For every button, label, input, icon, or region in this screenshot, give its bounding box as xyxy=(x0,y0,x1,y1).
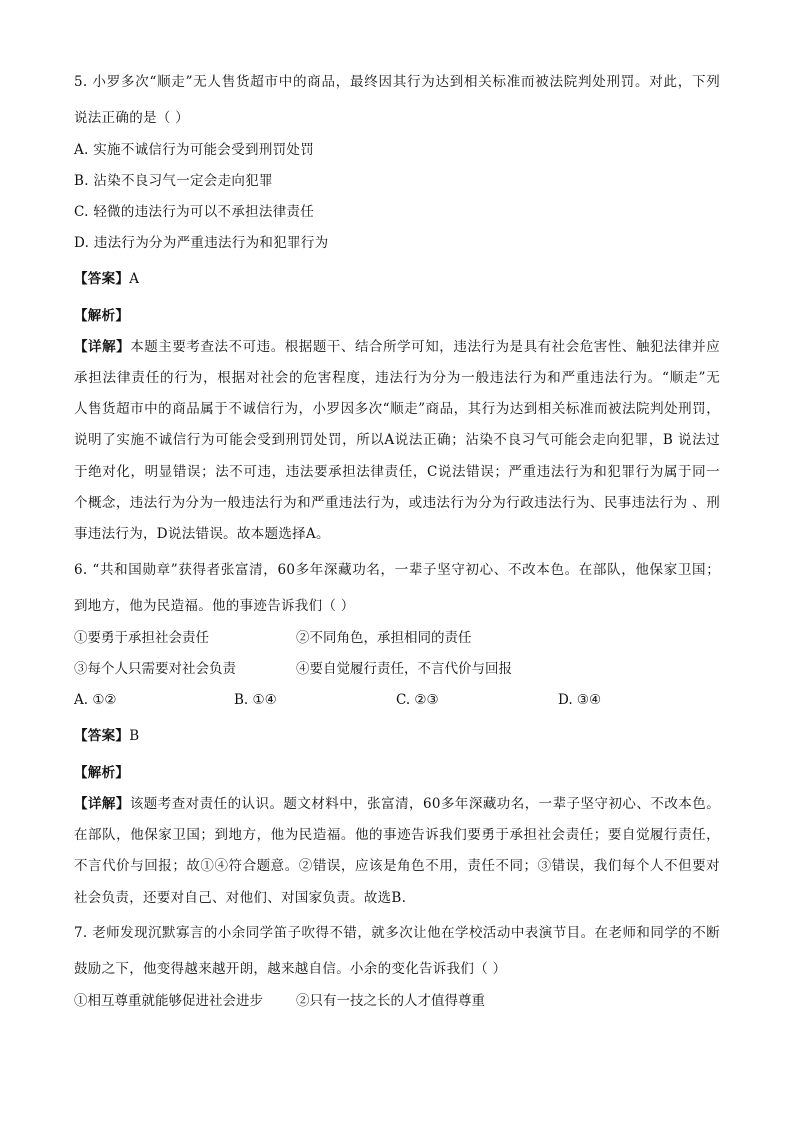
q7-statement-2: ②只有一技之长的人才值得尊重 xyxy=(296,993,485,1009)
q7-stem-line-2: 鼓励之下，他变得越来越开朗，越来越自信。小余的变化告诉我们（ ） xyxy=(74,961,507,977)
q7-stem-line-1: 7. 老师发现沉默寡言的小余同学笛子吹得不错，就多次让他在学校活动中表演节目。在老师和同学的不断 xyxy=(74,925,720,941)
q6-answer xyxy=(74,726,139,746)
q5-detail-line-2: 承担法律责任的行为，根据对社会的危害程度，违法行为分为一般违法行为和严重违法行为。“顺走”无 xyxy=(74,370,720,386)
q6-analysis-label: 【解析】 xyxy=(74,765,130,781)
q5-detail-text-1: 本题主要考查法不可违。根据题干、结合所学可知，违法行为是具有社会危害性、触犯法律并应 xyxy=(130,339,720,355)
q5-option-a: A. 实施不诚信行为可能会受到刑罚处罚 xyxy=(74,142,315,158)
q6-stem-line-1: 6. “共和国勋章”获得者张富清，60多年深藏功名，一辈子坚守初心、不改本色。在部队，他保家卫国； xyxy=(74,562,720,578)
q6-option-c: C. ②③ xyxy=(396,692,439,708)
q5-detail-label: 【详解】 xyxy=(74,339,131,355)
q5-stem-line-2: 说法正确的是（ ） xyxy=(74,110,189,126)
q7-statement-1: ①相互尊重就能够促进社会进步 xyxy=(74,993,263,1009)
q5-answer-value: A xyxy=(129,271,140,287)
q6-detail-line-3: 不言代价与回报；故①④符合题意。②错误，应该是角色不用，责任不同；③错误，我们每个人不但要对 xyxy=(74,858,720,874)
q5-detail-line-3: 人售货超市中的商品属于不诚信行为，小罗因多次“顺走”商品，其行为达到相关标准而被法院判处刑罚， xyxy=(74,401,720,417)
q6-stem-line-2: 到地方，他为民造福。他的事迹告诉我们（ ） xyxy=(74,598,355,614)
q6-statement-4: ④要自觉履行责任，不言代价与回报 xyxy=(296,661,512,677)
q6-option-d: D. ③④ xyxy=(558,692,602,708)
q6-statement-3: ③每个人只需要对社会负责 xyxy=(74,661,236,677)
q5-analysis-label: 【解析】 xyxy=(74,308,130,324)
q5-detail-line-6: 个概念，违法行为分为一般违法行为和严重违法行为，或违法行为分为行政违法行为、民事违法行为 、刑 xyxy=(74,495,720,511)
q5-detail-line-7: 事违法行为，D说法错误。故本题选择A。 xyxy=(74,526,330,542)
q5-detail-line-4: 说明了实施不诚信行为可能会受到刑罚处罚，所以A说法正确；沾染不良习气可能会走向犯罪，B 说法过 xyxy=(74,432,720,448)
q6-detail-line-4: 社会负责，还要对自己、对他们、对国家负责。故选B. xyxy=(74,890,407,906)
q6-answer-label: 【答案】 xyxy=(74,728,130,744)
q6-statement-2: ②不同角色，承担相同的责任 xyxy=(296,630,472,646)
q6-option-a: A. ①② xyxy=(74,692,117,708)
q5-detail-line-5: 于绝对化，明显错误；法不可违，违法要承担法律责任，C说法错误；严重违法行为和犯罪行为属于同一 xyxy=(74,464,720,480)
q5-option-c: C. 轻微的违法行为可以不承担法律责任 xyxy=(74,204,315,220)
q6-option-b: B. ①④ xyxy=(234,692,277,708)
q6-detail-line-2: 在部队，他保家卫国；到地方，他为民造福。他的事迹告诉我们要勇于承担社会责任；要自觉履行责任， xyxy=(74,827,720,843)
q5-answer xyxy=(74,269,139,289)
q6-detail-label: 【详解】 xyxy=(74,796,130,812)
q5-stem-line-1: 5. 小罗多次“顺走”无人售货超市中的商品，最终因其行为达到相关标准而被法院判处刑罚。对此，下列 xyxy=(74,74,720,90)
q5-option-b: B. 沾染不良习气一定会走向犯罪 xyxy=(74,173,273,189)
q6-statement-1: ①要勇于承担社会责任 xyxy=(74,630,209,646)
q5-option-d: D. 违法行为分为严重违法行为和犯罪行为 xyxy=(74,235,329,251)
q5-answer-label: 【答案】 xyxy=(74,271,130,287)
q6-detail-text-1: 该题考查对责任的认识。题文材料中，张富清，60多年深藏功名，一辈子坚守初心、不改本色。 xyxy=(129,796,720,812)
q5-detail-line-1 xyxy=(74,337,720,357)
q6-answer-value: B xyxy=(129,728,140,744)
q6-detail-line-1 xyxy=(74,794,720,814)
